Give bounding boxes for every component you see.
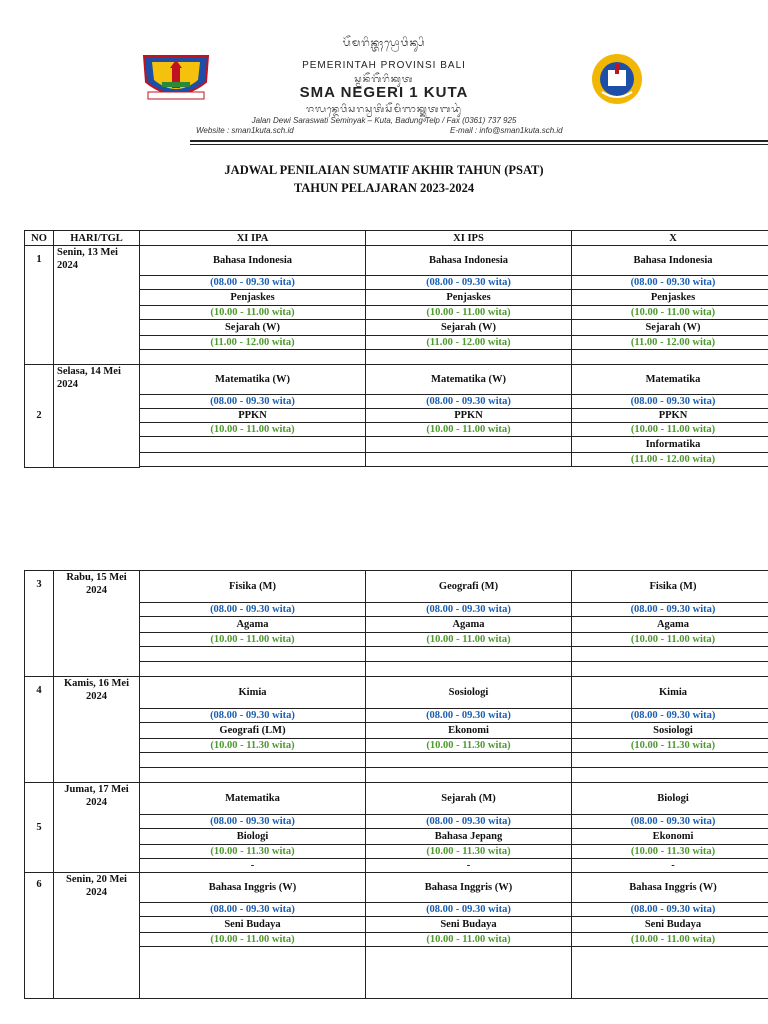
time-cell: (08.00 - 09.30 wita) — [140, 395, 366, 409]
time-cell: (08.00 - 09.30 wita) — [366, 815, 572, 829]
subject-cell: Seni Budaya — [572, 917, 768, 933]
empty-cell — [572, 768, 768, 783]
time-cell: (10.00 - 11.30 wita) — [140, 739, 366, 753]
subject-cell: Agama — [140, 617, 366, 633]
letterhead-rule-thick — [190, 140, 768, 142]
day-date: Selasa, 14 Mei 2024 — [54, 365, 140, 468]
school-website: Website : sman1kuta.sch.id — [196, 126, 294, 135]
subject-cell: Matematika (W) — [366, 365, 572, 395]
time-cell: (10.00 - 11.30 wita) — [366, 845, 572, 859]
time-cell: (08.00 - 09.30 wita) — [572, 603, 768, 617]
empty-cell — [140, 768, 366, 783]
subject-cell: Bahasa Inggris (W) — [572, 873, 768, 903]
time-cell — [140, 453, 366, 467]
dash-cell: - — [366, 859, 572, 873]
time-cell: (08.00 - 09.30 wita) — [572, 815, 768, 829]
time-cell: (10.00 - 11.00 wita) — [366, 306, 572, 320]
schedule-table-page1 — [24, 230, 768, 468]
subject-cell: Sosiologi — [572, 723, 768, 739]
subject-cell: PPKN — [140, 409, 366, 423]
school-emblem — [586, 52, 648, 106]
subject-cell: Geografi (M) — [366, 571, 572, 603]
day-date: Senin, 20 Mei 2024 — [54, 873, 140, 999]
header-xi-ipa: XI IPA — [140, 231, 366, 246]
time-cell: (08.00 - 09.30 wita) — [140, 276, 366, 290]
time-cell: (10.00 - 11.00 wita) — [140, 633, 366, 647]
time-cell: (10.00 - 11.00 wita) — [366, 633, 572, 647]
empty-cell — [366, 350, 572, 365]
table-row — [25, 873, 768, 903]
time-cell: (11.00 - 12.00 wita) — [140, 336, 366, 350]
province-name: PEMERINTAH PROVINSI BALI — [302, 60, 466, 71]
time-cell: (08.00 - 09.30 wita) — [572, 903, 768, 917]
subject-cell: Matematika — [140, 783, 366, 815]
subject-cell: Matematika (W) — [140, 365, 366, 395]
time-cell: (08.00 - 09.30 wita) — [366, 903, 572, 917]
subject-cell: Sejarah (M) — [366, 783, 572, 815]
empty-cell — [140, 467, 366, 468]
empty-cell — [140, 647, 366, 662]
empty-cell — [140, 947, 366, 999]
empty-cell — [366, 753, 572, 768]
day-date: Kamis, 16 Mei 2024 — [54, 677, 140, 783]
table-header-row — [25, 231, 768, 246]
table-row — [25, 783, 768, 815]
subject-cell: Fisika (M) — [140, 571, 366, 603]
school-email: E-mail : info@sman1kuta.sch.id — [450, 126, 563, 135]
subject-cell: Seni Budaya — [366, 917, 572, 933]
day-number: 6 — [25, 873, 54, 999]
time-cell: (11.00 - 12.00 wita) — [572, 336, 768, 350]
subject-cell: Sejarah (W) — [572, 320, 768, 336]
subject-cell — [366, 437, 572, 453]
school-name: SMA NEGERI 1 KUTA — [299, 84, 469, 101]
subject-cell: Sejarah (W) — [366, 320, 572, 336]
empty-cell — [572, 467, 768, 468]
school-address: Jalan Dewi Saraswati Seminyak – Kuta, Badung Telp / Fax (0361) 737 925 — [251, 116, 517, 125]
time-cell: (08.00 - 09.30 wita) — [572, 709, 768, 723]
day-number: 1 — [25, 246, 54, 365]
day-date: Jumat, 17 Mei 2024 — [54, 783, 140, 873]
time-cell: (08.00 - 09.30 wita) — [140, 903, 366, 917]
time-cell — [366, 453, 572, 467]
document-title: JADWAL PENILAIAN SUMATIF AKHIR TAHUN (PSAT) — [224, 163, 544, 177]
time-cell: (08.00 - 09.30 wita) — [140, 815, 366, 829]
subject-cell: Bahasa Indonesia — [572, 246, 768, 276]
subject-cell: Sejarah (W) — [140, 320, 366, 336]
time-cell: (10.00 - 11.30 wita) — [366, 739, 572, 753]
subject-cell: PPKN — [366, 409, 572, 423]
time-cell: (10.00 - 11.00 wita) — [366, 933, 572, 947]
header-date: HARI/TGL — [54, 231, 140, 246]
time-cell: (08.00 - 09.30 wita) — [366, 709, 572, 723]
time-cell: (08.00 - 09.30 wita) — [572, 276, 768, 290]
subject-cell: Penjaskes — [366, 290, 572, 306]
empty-cell — [366, 647, 572, 662]
time-cell: (10.00 - 11.30 wita) — [140, 845, 366, 859]
empty-cell — [366, 947, 572, 999]
subject-cell: Biologi — [140, 829, 366, 845]
time-cell: (08.00 - 09.30 wita) — [140, 603, 366, 617]
time-cell: (10.00 - 11.00 wita) — [572, 423, 768, 437]
subject-cell: Bahasa Inggris (W) — [366, 873, 572, 903]
dash-cell: - — [140, 859, 366, 873]
day-number: 5 — [25, 783, 54, 873]
subject-cell: Matematika — [572, 365, 768, 395]
subject-cell: Penjaskes — [572, 290, 768, 306]
letterhead — [0, 0, 768, 150]
time-cell: (11.00 - 12.00 wita) — [572, 453, 768, 467]
time-cell: (11.00 - 12.00 wita) — [366, 336, 572, 350]
time-cell: (10.00 - 11.00 wita) — [366, 423, 572, 437]
time-cell: (08.00 - 09.30 wita) — [366, 603, 572, 617]
balinese-script-top: ᬧᭂᬫᬭᬶᬦ᭄ᬢᬄᬧ᭄ᬭᭀᬯᬶᬦ᭄ᬲᬶ — [342, 38, 426, 49]
empty-cell — [366, 662, 572, 677]
time-cell: (10.00 - 11.00 wita) — [572, 933, 768, 947]
time-cell: (08.00 - 09.30 wita) — [366, 276, 572, 290]
subject-cell: Informatika — [572, 437, 768, 453]
subject-cell: Biologi — [572, 783, 768, 815]
table-row — [25, 246, 768, 276]
subject-cell: Bahasa Jepang — [366, 829, 572, 845]
day-number: 4 — [25, 677, 54, 783]
subject-cell: Bahasa Indonesia — [140, 246, 366, 276]
subject-cell: Penjaskes — [140, 290, 366, 306]
subject-cell: Fisika (M) — [572, 571, 768, 603]
balinese-script-mid: ᬲ᭄ᬫᬦᭂᬕᭂᬭᬶᬓᬸᬢ — [354, 75, 414, 85]
subject-cell — [140, 437, 366, 453]
day-number: 2 — [25, 365, 54, 468]
balinese-script-address: ᬚᬮᬦ᭄ᬤᬾᬯᬶᬲᬭᬲ᭄ᬯᬢᬶᬲᭂᬫᬶᬜᬓ᭄ᬓᬸᬢᬩᬤᬸᬂ — [306, 105, 462, 115]
subject-cell: Sosiologi — [366, 677, 572, 709]
time-cell: (10.00 - 11.00 wita) — [572, 633, 768, 647]
time-cell: (10.00 - 11.00 wita) — [140, 306, 366, 320]
subject-cell: Kimia — [140, 677, 366, 709]
table-row — [25, 677, 768, 709]
day-number: 3 — [25, 571, 54, 677]
header-x: X — [572, 231, 768, 246]
empty-cell — [572, 647, 768, 662]
empty-cell — [572, 662, 768, 677]
subject-cell: Ekonomi — [366, 723, 572, 739]
day-date: Rabu, 15 Mei 2024 — [54, 571, 140, 677]
header-xi-ips: XI IPS — [366, 231, 572, 246]
subject-cell: Geografi (LM) — [140, 723, 366, 739]
subject-cell: Ekonomi — [572, 829, 768, 845]
day-date: Senin, 13 Mei 2024 — [54, 246, 140, 365]
time-cell: (08.00 - 09.30 wita) — [366, 395, 572, 409]
time-cell: (10.00 - 11.00 wita) — [140, 933, 366, 947]
time-cell: (10.00 - 11.30 wita) — [572, 739, 768, 753]
empty-cell — [366, 768, 572, 783]
empty-cell — [140, 350, 366, 365]
empty-cell — [140, 662, 366, 677]
dash-cell: - — [572, 859, 768, 873]
time-cell: (10.00 - 11.00 wita) — [140, 423, 366, 437]
document-subtitle: TAHUN PELAJARAN 2023-2024 — [293, 181, 475, 195]
time-cell: (10.00 - 11.30 wita) — [572, 845, 768, 859]
time-cell: (10.00 - 11.00 wita) — [572, 306, 768, 320]
subject-cell: Bahasa Indonesia — [366, 246, 572, 276]
empty-cell — [140, 753, 366, 768]
empty-cell — [572, 753, 768, 768]
time-cell: (08.00 - 09.30 wita) — [572, 395, 768, 409]
empty-cell — [572, 947, 768, 999]
subject-cell: Agama — [366, 617, 572, 633]
time-cell: (08.00 - 09.30 wita) — [140, 709, 366, 723]
subject-cell: Kimia — [572, 677, 768, 709]
subject-cell: Agama — [572, 617, 768, 633]
table-row — [25, 571, 768, 603]
schedule-table-page2 — [24, 570, 768, 999]
subject-cell: Seni Budaya — [140, 917, 366, 933]
empty-cell — [572, 350, 768, 365]
empty-cell — [366, 467, 572, 468]
letterhead-rule-thin — [190, 144, 768, 145]
header-no: NO — [25, 231, 54, 246]
table-row — [25, 365, 768, 395]
subject-cell: PPKN — [572, 409, 768, 423]
subject-cell: Bahasa Inggris (W) — [140, 873, 366, 903]
